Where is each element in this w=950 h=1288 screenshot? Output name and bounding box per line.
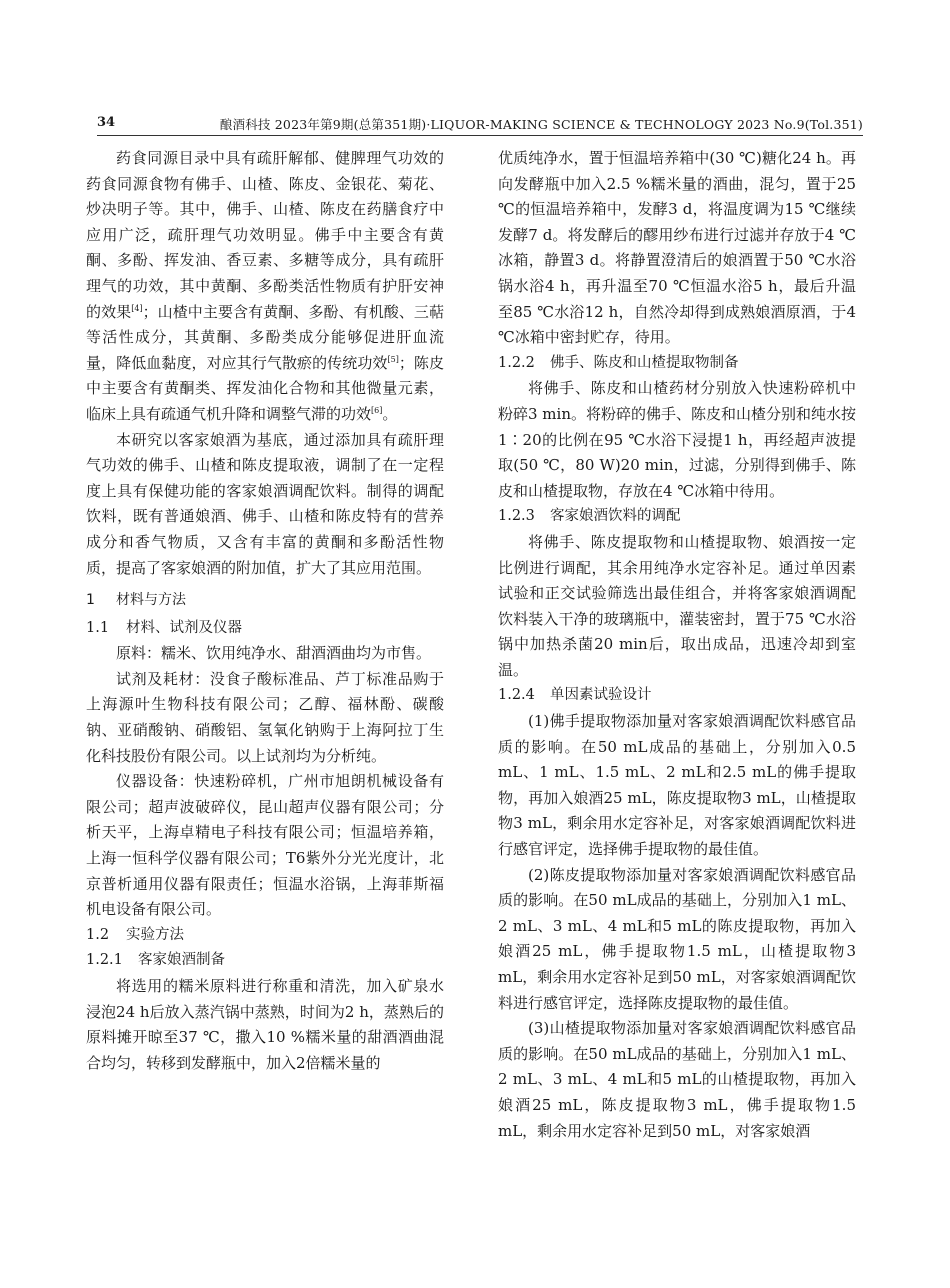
paragraph: (3)山楂提取物添加量对客家娘酒调配饮料感官品质的影响。在50 mL成品的基础上，分别加入1 mL、2 mL、3 mL、4 mL和5 mL的山楂提取物，再加入娘酒25 mL，陈皮提取物3 mL，佛手提取物1.5 mL，剩余用水定容补足到50 mL，对客家娘酒 xyxy=(498,1019,856,1140)
paragraph: 原料：糯米、饮用纯净水、甜酒酒曲均为市售。 xyxy=(116,644,432,663)
citation[interactable]: [4] xyxy=(131,303,143,313)
running-header xyxy=(97,113,863,136)
paragraph: 试剂及耗材：没食子酸标准品、芦丁标准品购于上海源叶生物科技有限公司；乙醇、福林酚、碳酸钠、亚硝酸钠、硝酸铝、氢氧化钠购于上海阿拉丁生化科技股份有限公司。以上试剂均为分析纯。 xyxy=(86,669,444,765)
paragraph: 仪器设备：快速粉碎机，广州市旭朗机械设备有限公司；超声波破碎仪，昆山超声仪器有限公司；分析天平，上海卓精电子科技有限公司；恒温培养箱，上海一恒科学仪器有限公司；T6紫外分光光度计，北京普析通用仪器有限责任；恒温水浴锅，上海菲斯福机电设备有限公司。 xyxy=(86,772,444,919)
paragraph: 优质纯净水，置于恒温培养箱中(30 ℃)糖化24 h。再向发酵瓶中加入2.5 %糯米量的酒曲，混匀，置于25 ℃的恒温培养箱中，发酵3 d，将温度调为15 ℃继续发酵7 d。将发酵后的醪用纱布进行过滤并存放于4 ℃冰箱，静置3 d。将静置澄清后的娘酒置于50 ℃水浴锅水浴4 h，再升温至70 ℃恒温水浴5 h，最后升温至85 ℃水浴12 h，自然冷却得到成熟娘酒原酒，于4 ℃冰箱中密封贮存，待用。 xyxy=(498,149,856,347)
right-column xyxy=(498,146,856,1144)
paragraph: 药食同源目录中具有疏肝解郁、健脾理气功效的药食同源食物有佛手、山楂、陈皮、金银花、菊花、炒决明子等。其中，佛手、山楂、陈皮在药膳食疗中应用广泛，疏肝理气功效明显。佛手中主要含有黄酮、多酚、挥发油、香豆素、多糖等成分，具有疏肝理气的功效，其中黄酮、多酚类活性物质有护肝安神的效果[4]；山楂中主要含有黄酮、多酚、有机酸、三萜等活性成分，其黄酮、多酚类成分能够促进肝血流量，降低血黏度，对应其行气散瘀的传统功效[5]；陈皮中主要含有黄酮类、挥发油化合物和其他微量元素，临床上具有疏通气机升降和调整气滞的功效[6]。 xyxy=(86,149,444,423)
section-heading-1-2-2: 1.2.2 佛手、陈皮和山楂提取物制备 xyxy=(498,354,739,371)
left-column xyxy=(86,146,444,1076)
citation[interactable]: [5] xyxy=(387,354,399,364)
paragraph: 本研究以客家娘酒为基底，通过添加具有疏肝理气功效的佛手、山楂和陈皮提取液，调制了在一定程度上具有保健功能的客家娘酒调配饮料。制得的调配饮料，既有普通娘酒、佛手、山楂和陈皮特有的营养成分和香气物质，又含有丰富的黄酮和多酚活性物质，提高了客家娘酒的附加值，扩大了其应用范围。 xyxy=(86,430,444,577)
journal-line: 酿酒科技 2023年第9期(总第351期)·LIQUOR-MAKING SCIENCE & TECHNOLOGY 2023 No.9(Tol.351) xyxy=(219,117,863,132)
section-heading-1: 1 材料与方法 xyxy=(86,592,186,609)
section-heading-1-1: 1.1 材料、试剂及仪器 xyxy=(86,619,242,636)
paragraph: 将佛手、陈皮和山楂药材分别放入快速粉碎机中粉碎3 min。将粉碎的佛手、陈皮和山楂分别和纯水按1∶20的比例在95 ℃水浴下浸提1 h，再经超声波提取(50 ℃，80 W)20 min，过滤，分别得到佛手、陈皮和山楂提取物，存放在4 ℃冰箱中待用。 xyxy=(498,379,856,500)
paragraph: 将佛手、陈皮提取物和山楂提取物、娘酒按一定比例进行调配，其余用纯净水定容补足。通过单因素试验和正交试验筛选出最佳组合，并将客家娘酒调配饮料装入干净的玻璃瓶中，灌装密封，置于75 ℃水浴锅中加热杀菌20 min后，取出成品，迅速冷却到室温。 xyxy=(498,532,856,679)
citation[interactable]: [6] xyxy=(371,405,383,415)
section-heading-1-2: 1.2 实验方法 xyxy=(86,926,184,943)
page-number: 34 xyxy=(97,115,116,130)
paragraph: (2)陈皮提取物添加量对客家娘酒调配饮料感官品质的影响。在50 mL成品的基础上，分别加入1 mL、2 mL、3 mL、4 mL和5 mL的陈皮提取物，再加入娘酒25 mL，佛手提取物1.5 mL，山楂提取物3 mL，剩余用水定容补足到50 mL，对客家娘酒调配饮料进行感官评定，选择陈皮提取物的最佳值。 xyxy=(498,865,856,1012)
section-heading-1-2-3: 1.2.3 客家娘酒饮料的调配 xyxy=(498,508,681,525)
section-heading-1-2-4: 1.2.4 单因素试验设计 xyxy=(498,687,652,704)
paragraph: (1)佛手提取物添加量对客家娘酒调配饮料感官品质的影响。在50 mL成品的基础上，分别加入0.5 mL、1 mL、1.5 mL、2 mL和2.5 mL的佛手提取物，再加入娘酒25 mL，陈皮提取物3 mL，山楂提取物3 mL，剩余用水定容补足，对客家娘酒调配饮料进行感官评定，选择佛手提取物的最佳值。 xyxy=(498,712,856,859)
section-heading-1-2-1: 1.2.1 客家娘酒制备 xyxy=(86,952,225,969)
paragraph: 将选用的糯米原料进行称重和清洗，加入矿泉水浸泡24 h后放入蒸汽锅中蒸熟，时间为2 h，蒸熟后的原料摊开晾至37 ℃，撒入10 %糯米量的甜酒酒曲混合均匀，转移到发酵瓶中，加入2倍糯米量的 xyxy=(86,977,444,1072)
